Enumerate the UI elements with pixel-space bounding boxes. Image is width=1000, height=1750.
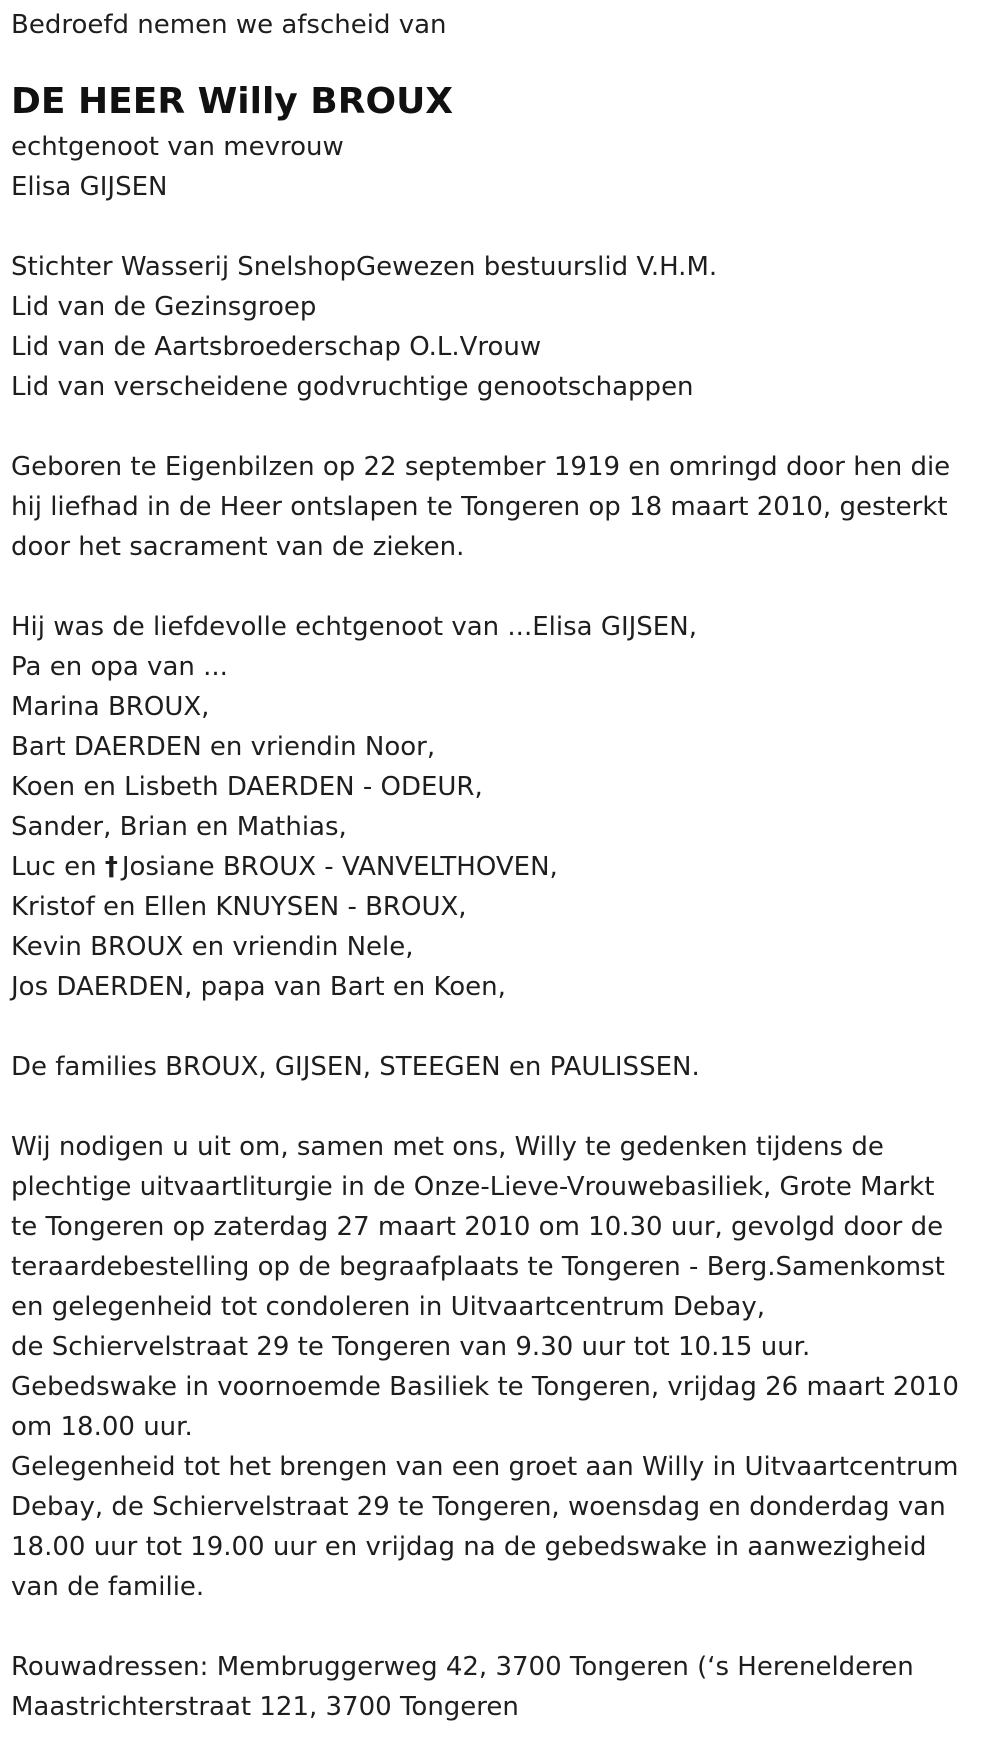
paragraph-line: plechtige uitvaartliturgie in de Onze-Lieve-Vrouwebasiliek, Grote Markt <box>11 1172 935 1202</box>
spacer <box>11 207 996 247</box>
families-line: De families BROUX, GIJSEN, STEEGEN en PAULISSEN. <box>11 1052 700 1082</box>
paragraph-line: 18.00 uur tot 19.00 uur en vrijdag na de gebedswake in aanwezigheid <box>11 1532 927 1562</box>
address-line: Maastrichterstraat 121, 3700 Tongeren <box>11 1692 519 1722</box>
ceremony-paragraph <box>11 1127 996 1607</box>
roles-list <box>11 247 996 407</box>
role-line: Stichter Wasserij SnelshopGewezen bestuurslid V.H.M. <box>11 252 718 282</box>
family-member: Kristof en Ellen KNUYSEN - BROUX, <box>11 892 467 922</box>
role-line: Lid van de Gezinsgroep <box>11 292 317 322</box>
spacer <box>11 1007 996 1047</box>
family-member: Koen en Lisbeth DAERDEN - ODEUR, <box>11 772 483 802</box>
family-member: Bart DAERDEN en vriendin Noor, <box>11 732 436 762</box>
intro-text: Bedroefd nemen we afscheid van <box>11 10 447 40</box>
spouse-name: Elisa GIJSEN <box>11 172 168 202</box>
addresses-block <box>11 1647 996 1727</box>
family-member: Sander, Brian en Mathias, <box>11 812 347 842</box>
family-member-luc <box>11 847 996 887</box>
spouse-intro: echtgenoot van mevrouw <box>11 132 344 162</box>
paragraph-line: Gebedswake in voornoemde Basiliek te Tongeren, vrijdag 26 maart 2010 <box>11 1372 959 1402</box>
paragraph-line: te Tongeren op zaterdag 27 maart 2010 om 10.30 uur, gevolgd door de <box>11 1212 944 1242</box>
family-member: Jos DAERDEN, papa van Bart en Koen, <box>11 972 506 1002</box>
spacer <box>11 1607 996 1647</box>
deceased-name: DE HEER Willy BROUX <box>11 81 454 122</box>
luc-prefix: Luc en <box>11 852 97 882</box>
paragraph-line: en gelegenheid tot condoleren in Uitvaartcentrum Debay, <box>11 1292 766 1322</box>
paragraph-line: Gelegenheid tot het brengen van een groet aan Willy in Uitvaartcentrum <box>11 1452 959 1482</box>
paragraph-line: om 18.00 uur. <box>11 1412 193 1442</box>
paragraph-line: Geboren te Eigenbilzen op 22 september 1919 en omringd door hen die <box>11 452 951 482</box>
spacer <box>11 407 996 447</box>
paragraph-line: Debay, de Schiervelstraat 29 te Tongeren, woensdag en donderdag van <box>11 1492 946 1522</box>
luc-suffix: Josiane BROUX - VANVELTHOVEN, <box>121 852 558 882</box>
paragraph-line: van de familie. <box>11 1572 205 1602</box>
birth-death-paragraph <box>11 447 996 567</box>
family-member: Marina BROUX, <box>11 692 210 722</box>
address-line: Rouwadressen: Membruggerweg 42, 3700 Tongeren (‘s Herenelderen <box>11 1652 914 1682</box>
role-line: Lid van de Aartsbroederschap O.L.Vrouw <box>11 332 542 362</box>
obituary-notice <box>11 0 996 1727</box>
family-spouse-line: Hij was de liefdevolle echtgenoot van ...Elisa GIJSEN, <box>11 612 697 642</box>
paragraph-line: teraardebestelling op de begraafplaats te Tongeren - Berg.Samenkomst <box>11 1252 945 1282</box>
cross-icon: † <box>104 852 118 882</box>
paragraph-line: door het sacrament van de zieken. <box>11 532 465 562</box>
paragraph-line: hij liefhad in de Heer ontslapen te Tongeren op 18 maart 2010, gesterkt <box>11 492 948 522</box>
family-children-intro: Pa en opa van ... <box>11 652 228 682</box>
family-list <box>11 607 996 1007</box>
paragraph-line: Wij nodigen u uit om, samen met ons, Willy te gedenken tijdens de <box>11 1132 884 1162</box>
spacer <box>11 1087 996 1127</box>
family-member: Kevin BROUX en vriendin Nele, <box>11 932 414 962</box>
spacer <box>11 567 996 607</box>
paragraph-line: de Schiervelstraat 29 te Tongeren van 9.30 uur tot 10.15 uur. <box>11 1332 811 1362</box>
role-line: Lid van verscheidene godvruchtige genootschappen <box>11 372 694 402</box>
